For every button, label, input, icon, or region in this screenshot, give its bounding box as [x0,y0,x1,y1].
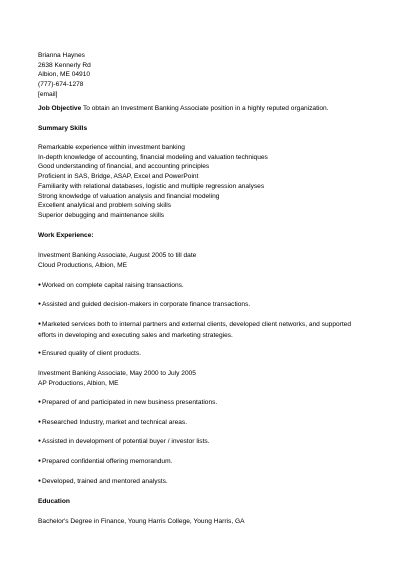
experience-section [38,231,383,241]
education-text: Bachelor's Degree in Finance, Young Harris College, Young Harris, GA [38,518,245,525]
summary-section [38,124,383,134]
summary-item: Proficient in SAS, Bridge, ASAP, Excel and PowerPoint [38,173,199,181]
job-duty [38,349,383,360]
job-duty [38,300,383,311]
duty-text: ● Researched Industry, market and technical areas. [38,418,383,429]
summary-item: Strong knowledge of valuation analysis and financial modeling [38,192,220,200]
summary-list [38,143,383,221]
contact-email: [email] [38,90,58,98]
duty-text: ● Assisted and guided decision-makers in corporate finance transactions. [38,300,383,311]
duty-text: ● Worked on complete capital raising transactions. [38,281,383,292]
job-entry [38,369,383,388]
objective-text: To obtain an Investment Banking Associate position in a highly reputed organization. [82,105,329,112]
job-duty [38,398,383,409]
summary-item: Superior debugging and maintenance skills [38,211,165,219]
job-company: Cloud Productions, Albion, ME [38,261,128,269]
job-duty [38,477,383,488]
education-entry [38,517,383,527]
contact-phone: (777)-674-1278 [38,81,84,89]
duty-text: ● Assisted in development of potential buyer / investor lists. [38,437,383,448]
job-duty [38,320,359,340]
job-title: Investment Banking Associate, May 2000 to July 2005 [38,370,196,377]
job-duty [38,418,383,429]
job-entry [38,251,383,270]
job-duty [38,437,383,448]
contact-block [38,51,383,100]
summary-item: Familiarity with relational databases, logistic and multiple regression analyses [38,182,265,190]
job-duty [38,281,383,292]
summary-heading: Summary Skills [38,125,88,132]
job-title: Investment Banking Associate, August 2005 to till date [38,252,197,259]
duty-text: ● Developed, trained and mentored analysts. [38,477,383,488]
education-heading: Education [38,498,70,505]
contact-street: 2638 Kennerly Rd [38,61,91,69]
summary-item: Remarkable experience within investment banking [38,144,185,151]
objective-section [38,104,383,114]
contact-name: Brianna Haynes [38,52,85,59]
job-duty [38,457,383,468]
duty-text: ● Ensured quality of client products. [38,349,383,360]
duty-text: ● Prepared confidential offering memorandum. [38,457,383,468]
contact-city: Albion, ME 04910 [38,71,91,79]
experience-heading: Work Experience: [38,232,94,239]
summary-item: Excellent analytical and problem solving skills [38,202,172,210]
duty-text: ● Marketed services both to internal partners and external clients, developed client networks, and supported efforts in developing and executing sales and marketing strategies. [38,320,359,340]
summary-item: Good understanding of financial, and accounting principles [38,163,210,171]
summary-item: In-depth knowledge of accounting, financial modeling and valuation techniques [38,153,268,161]
objective-label: Job Objective [38,105,82,112]
duty-text: ● Prepared of and participated in new business presentations. [38,398,383,409]
job-company: AP Productions, Albion, ME [38,379,119,387]
education-section [38,497,383,507]
